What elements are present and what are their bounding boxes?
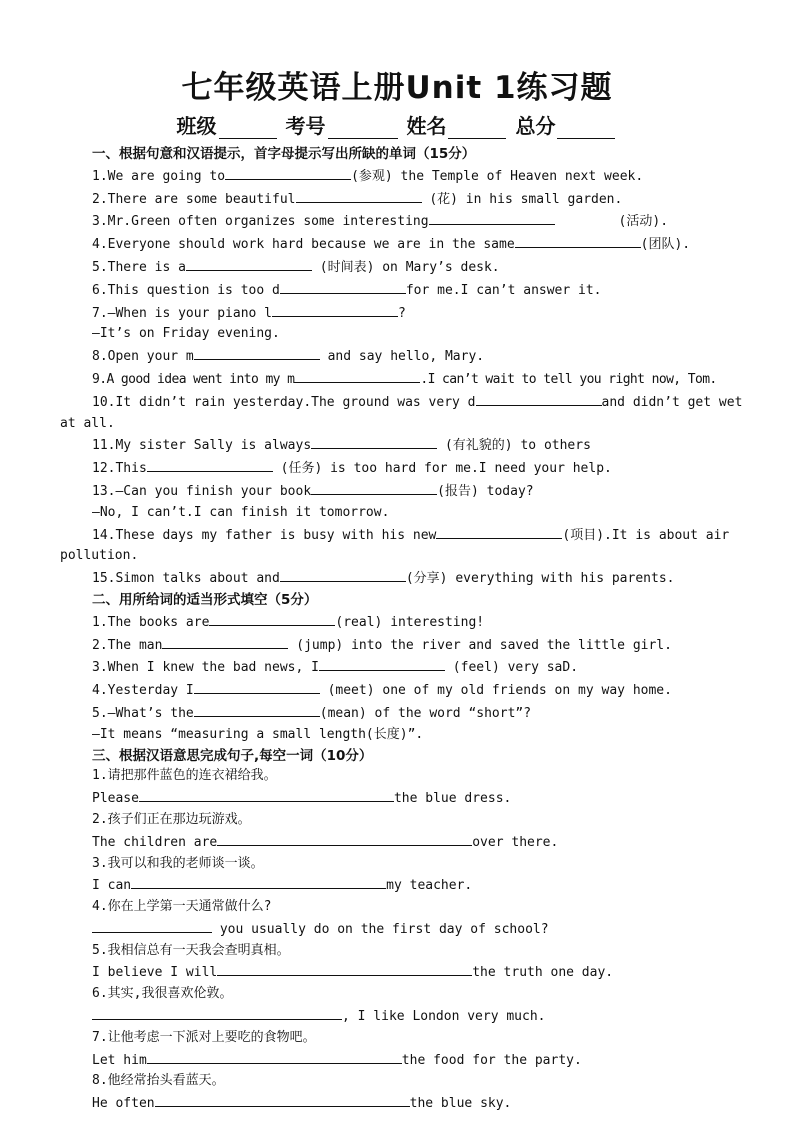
s1-question-7-reply: —It’s on Friday evening. <box>92 326 280 342</box>
s3-question-1: Please the blue dress. <box>60 787 736 810</box>
number-blank[interactable] <box>328 118 398 139</box>
answer-blank[interactable] <box>209 611 335 626</box>
s2-question-4: 4.Yesterday I (meet) one of my old friends on my way home. <box>60 679 736 702</box>
answer-blank[interactable] <box>217 961 472 976</box>
s3-question-5-chinese: 5.我相信总有一天我会查明真相。 <box>92 942 290 958</box>
s1-question-4: 4.Everyone should work hard because we are in the same (团队). <box>60 233 736 256</box>
s1-question-9: 9.A good idea went into my m .I can’t wait to tell you right now, Tom. <box>60 368 736 391</box>
answer-blank[interactable] <box>194 345 320 360</box>
name-label: 姓名 <box>406 114 447 138</box>
class-label: 班级 <box>176 114 217 138</box>
answer-blank[interactable] <box>272 302 398 317</box>
s1-question-5: 5.There is a (时间表) on Mary’s desk. <box>60 256 736 279</box>
s1-question-8: 8.Open your m and say hello, Mary. <box>60 345 736 368</box>
s1-question-2: 2.There are some beautiful (花) in his small garden. <box>60 188 736 211</box>
s1-question-3: 3.Mr.Green often organizes some interesting (活动). <box>60 210 736 233</box>
answer-blank[interactable] <box>225 165 351 180</box>
s1-question-14: 14.These days my father is busy with his new (项目).It is about air <box>60 524 736 547</box>
s2-question-5: 5.—What’s the (mean) of the word “short”? <box>60 702 736 725</box>
s1-question-10: 10.It didn’t rain yesterday.The ground was very d and didn’t get wet <box>60 391 736 414</box>
s3-question-1-chinese: 1.请把那件蓝色的连衣裙给我。 <box>92 768 277 784</box>
score-blank[interactable] <box>557 118 615 139</box>
answer-blank[interactable] <box>131 874 386 889</box>
answer-blank[interactable] <box>217 831 472 846</box>
answer-blank[interactable] <box>162 634 288 649</box>
answer-blank[interactable] <box>515 233 641 248</box>
s3-question-6-chinese: 6.其实,我很喜欢伦敦。 <box>92 986 233 1002</box>
name-blank[interactable] <box>448 118 506 139</box>
section-2-heading: 二、用所给词的适当形式填空（5分） <box>92 591 318 608</box>
s1-question-10-cont: at all. <box>60 415 115 431</box>
answer-blank[interactable] <box>92 918 212 933</box>
student-info-line <box>0 110 794 139</box>
score-label: 总分 <box>515 114 556 138</box>
s1-question-14-cont: pollution. <box>60 548 139 564</box>
answer-blank[interactable] <box>92 1005 342 1020</box>
s1-question-13: 13.—Can you finish your book (报告) today? <box>60 480 736 503</box>
s3-question-2-chinese: 2.孩子们正在那边玩游戏。 <box>92 811 251 827</box>
answer-blank[interactable] <box>186 256 312 271</box>
answer-blank[interactable] <box>194 679 320 694</box>
answer-blank[interactable] <box>311 434 437 449</box>
answer-blank[interactable] <box>280 567 406 582</box>
answer-blank[interactable] <box>147 457 273 472</box>
answer-blank[interactable] <box>311 480 437 495</box>
answer-blank[interactable] <box>280 279 406 294</box>
s3-question-7: Let him the food for the party. <box>60 1049 736 1072</box>
s3-question-4: you usually do on the first day of school? <box>60 918 736 941</box>
answer-blank[interactable] <box>296 188 422 203</box>
s3-question-2: The children are over there. <box>60 831 736 854</box>
section-1-heading: 一、根据句意和汉语提示，首字母提示写出所缺的单词（15分） <box>92 146 476 162</box>
s2-question-2: 2.The man (jump) into the river and saved the little girl. <box>60 634 736 657</box>
s3-question-5: I believe I will the truth one day. <box>60 961 736 984</box>
s3-question-3-chinese: 3.我可以和我的老师谈一谈。 <box>92 855 264 871</box>
s1-question-15: 15.Simon talks about and (分享) everything with his parents. <box>60 567 736 590</box>
s3-question-7-chinese: 7.让他考虑一下派对上要吃的食物吧。 <box>92 1029 316 1045</box>
page-title: 七年级英语上册Unit 1练习题 <box>181 70 613 106</box>
answer-blank[interactable] <box>194 702 320 717</box>
s1-question-7: 7.—When is your piano l ? <box>60 302 736 325</box>
answer-blank[interactable] <box>319 656 445 671</box>
answer-blank[interactable] <box>294 368 420 383</box>
s1-question-13-reply: —No, I can’t.I can finish it tomorrow. <box>92 504 390 520</box>
answer-blank[interactable] <box>476 391 602 406</box>
answer-blank[interactable] <box>155 1092 410 1107</box>
worksheet-content <box>60 144 743 1115</box>
s3-question-8-chinese: 8.他经常抬头看蓝天。 <box>92 1073 225 1089</box>
number-label: 考号 <box>285 114 326 138</box>
s1-question-11: 11.My sister Sally is always (有礼貌的) to others <box>60 434 736 457</box>
s2-question-1: 1.The books are (real) interesting! <box>60 611 736 634</box>
answer-blank[interactable] <box>436 524 562 539</box>
s1-question-6: 6.This question is too d for me.I can’t answer it. <box>60 279 736 302</box>
answer-blank[interactable] <box>139 787 394 802</box>
s1-question-1: 1.We are going to (参观) the Temple of Heaven next week. <box>60 165 736 188</box>
s3-question-4-chinese: 4.你在上学第一天通常做什么? <box>92 899 272 915</box>
s2-question-3: 3.When I knew the bad news, I (feel) very saD. <box>60 656 736 679</box>
s2-question-5-reply: —It means “measuring a small length(长度)”. <box>92 726 424 742</box>
s3-question-6: , I like London very much. <box>60 1005 736 1028</box>
s1-question-12: 12.This (任务) is too hard for me.I need your help. <box>60 457 736 480</box>
answer-blank[interactable] <box>147 1049 402 1064</box>
section-3-heading: 三、根据汉语意思完成句子,每空一词（10分） <box>92 747 373 764</box>
answer-blank[interactable] <box>429 210 555 225</box>
s3-question-8: He often the blue sky. <box>60 1092 736 1115</box>
class-blank[interactable] <box>219 118 277 139</box>
s3-question-3: I can my teacher. <box>60 874 736 897</box>
